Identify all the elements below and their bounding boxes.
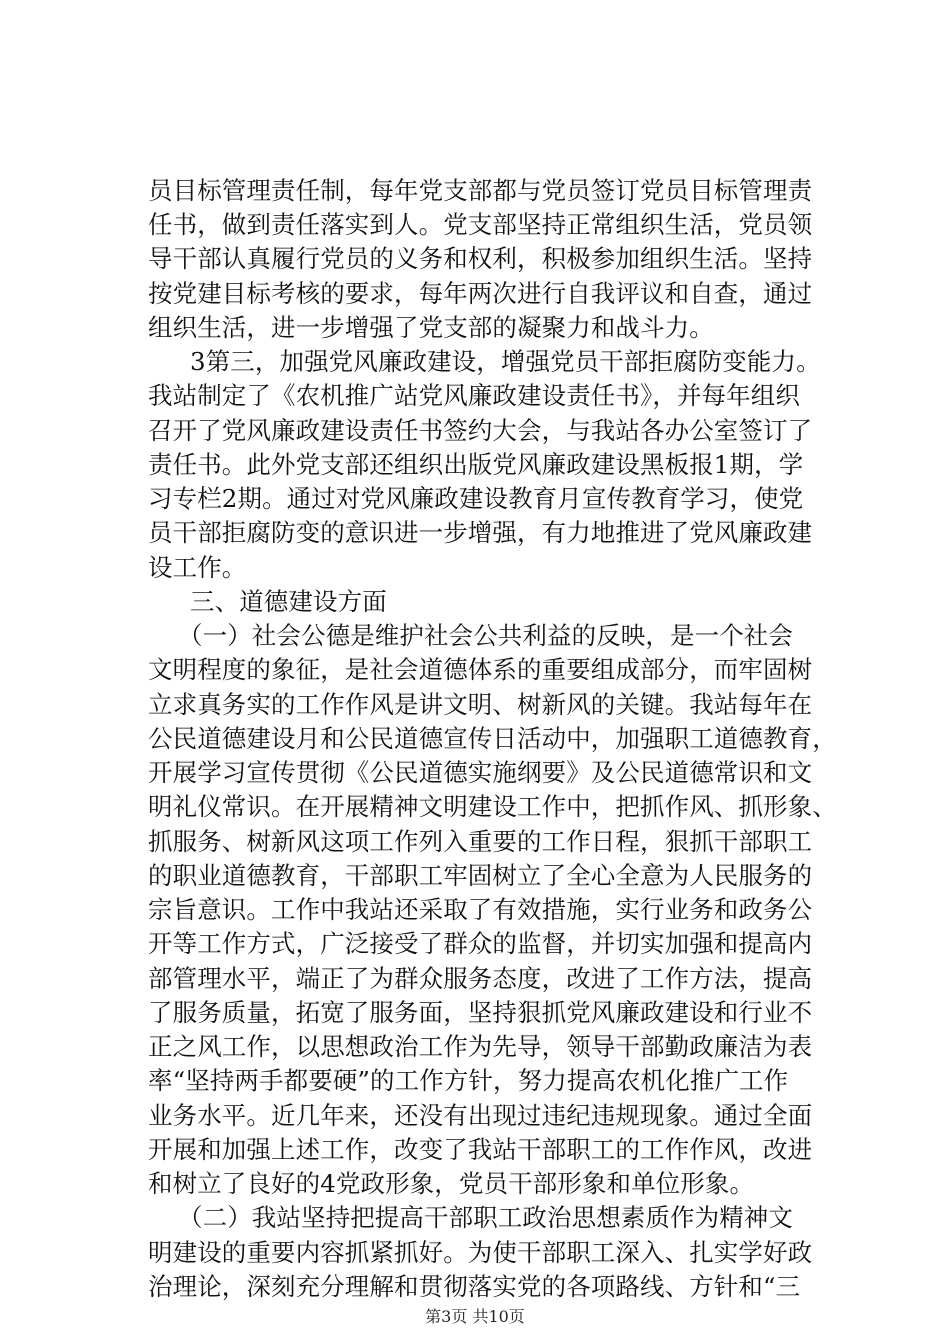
text-line: 召开了党风廉政建设责任书签约大会，与我站各办公室签订了 xyxy=(148,416,813,445)
text-line: 员目标管理责任制，每年党支部都与党员签订党员目标管理责 xyxy=(148,176,813,205)
text-line: 开等工作方式，广泛接受了群众的监督，并切实加强和提高内 xyxy=(148,929,813,958)
text-line: 明建设的重要内容抓紧抓好。为使干部职工深入、扎实学好政 xyxy=(148,1238,813,1267)
text-line: 正之风工作，以思想政治工作为先导，领导干部勤政廉洁为表 xyxy=(148,1032,813,1061)
text-line: 部管理水平，端正了为群众服务态度，改进了工作方法，提高 xyxy=(148,964,813,993)
text-line: 文明程度的象征，是社会道德体系的重要组成部分，而牢固树 xyxy=(148,655,813,684)
text-line: 任书，做到责任落实到人。党支部坚持正常组织生活，党员领 xyxy=(148,210,813,239)
text-line: 我站制定了《农机推广站党风廉政建设责任书》，并每年组织 xyxy=(148,381,800,410)
section-heading: 三、道德建设方面 xyxy=(190,587,387,616)
text-line: 和树立了良好的4党政形象，党员干部形象和单位形象。 xyxy=(148,1169,755,1198)
text-line: 导干部认真履行党员的义务和权利，积极参加组织生活。坚持 xyxy=(148,244,813,273)
text-line: 抓服务、树新风这项工作列入重要的工作日程，狠抓干部职工 xyxy=(148,827,813,856)
text-line: 员干部拒腐防变的意识进一步增强，有力地推进了党风廉政建 xyxy=(148,518,813,547)
text-line: 习专栏2期。通过对党风廉政建设教育月宣传教育学习，使党 xyxy=(148,484,804,513)
page-footer: 第3页 共10页 xyxy=(425,1307,525,1326)
text-line: 宗旨意识。工作中我站还采取了有效措施，实行业务和政务公 xyxy=(148,895,813,924)
text-line: 开展和加强上述工作，改变了我站干部职工的工作作风，改进 xyxy=(148,1135,813,1164)
text-line: 治理论，深刻充分理解和贯彻落实党的各项路线、方针和“三 xyxy=(148,1272,801,1301)
text-line: 公民道德建设月和公民道德宣传日活动中，加强职工道德教育， xyxy=(148,724,837,753)
text-line: 3第三，加强党风廉政建设，增强党员干部拒腐防变能力。 xyxy=(190,347,821,376)
text-line: 责任书。此外党支部还组织出版党风廉政建设黑板报1期，学 xyxy=(148,450,804,479)
text-line: 立求真务实的工作作风是讲文明、树新风的关键。我站每年在 xyxy=(148,690,813,719)
text-line: 了服务质量，拓宽了服务面，坚持狠抓党风廉政建设和行业不 xyxy=(148,998,813,1027)
text-line: 开展学习宣传贯彻《公民道德实施纲要》及公民道德常识和文 xyxy=(148,758,813,787)
text-line: 组织生活，进一步增强了党支部的凝聚力和战斗力。 xyxy=(148,313,714,342)
text-line: 明礼仪常识。在开展精神文明建设工作中，把抓作风、抓形象、 xyxy=(148,792,837,821)
text-line: 的职业道德教育，干部职工牢固树立了全心全意为人民服务的 xyxy=(148,861,813,890)
text-line: 率“坚持两手都要硬”的工作方针，努力提高农机化推广工作 xyxy=(148,1066,789,1095)
text-line: （二）我站坚持把提高干部职工政治思想素质作为精神文 xyxy=(178,1203,793,1232)
text-line: 设工作。 xyxy=(148,553,247,582)
text-line: 业务水平。近几年来，还没有出现过违纪违规现象。通过全面 xyxy=(148,1101,813,1130)
text-line: 按党建目标考核的要求，每年两次进行自我评议和自查，通过 xyxy=(148,279,813,308)
text-line: （一）社会公德是维护社会公共利益的反映，是一个社会 xyxy=(178,621,793,650)
